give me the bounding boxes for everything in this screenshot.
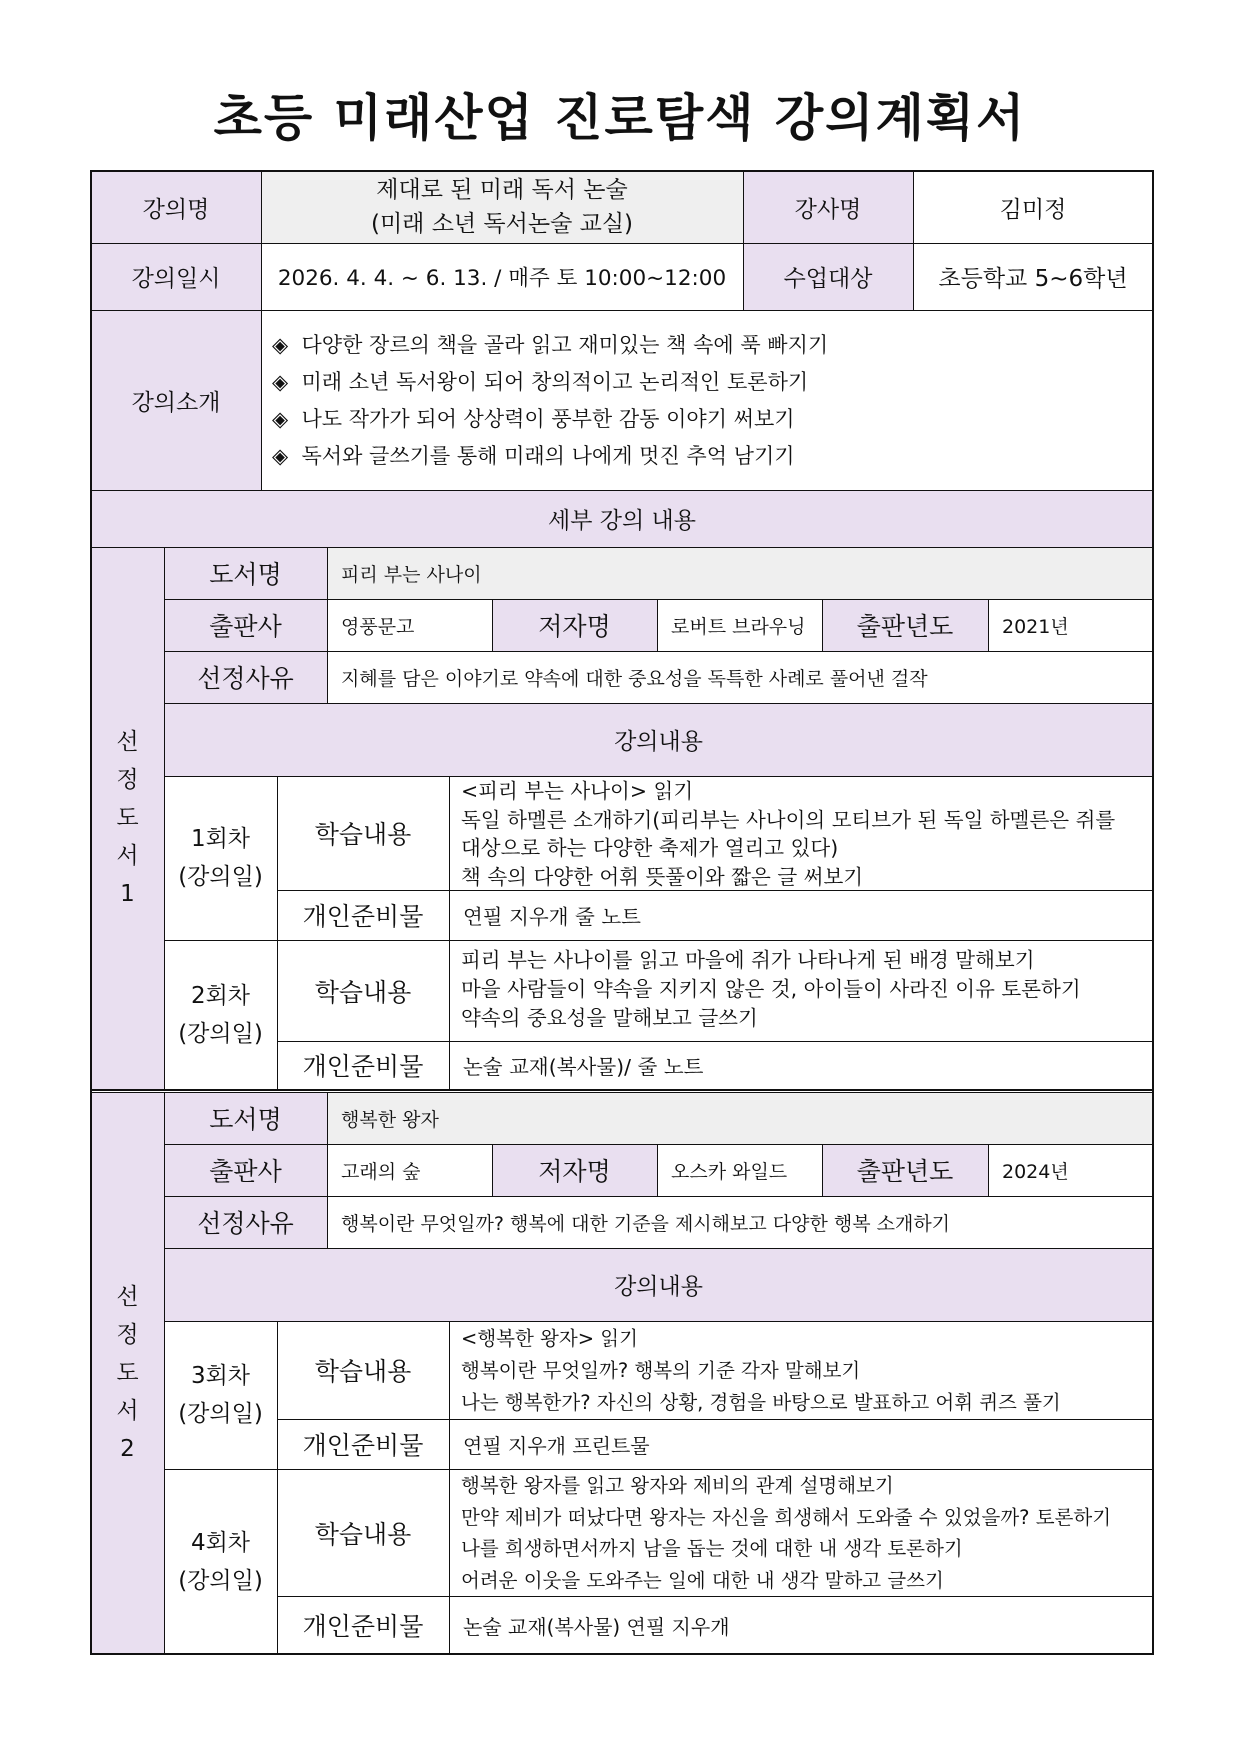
book2-author-value: 오스카 와일드 [671, 1160, 788, 1183]
date-label: 강의일시 [131, 266, 221, 292]
book1-year-value: 2021년 [1002, 615, 1069, 638]
session1-name: 1회차 (강의일) [178, 826, 263, 890]
target-label: 수업대상 [783, 266, 873, 292]
book1-publisher-value: 영풍문고 [341, 615, 415, 638]
session3-learning-label: 학습내용 [314, 1357, 412, 1386]
session2-materials-label: 개인준비물 [302, 1052, 424, 1081]
intro-item: ◈ 미래 소년 독서왕이 되어 창의적이고 논리적인 토론하기 [272, 370, 809, 394]
session3-name: 3회차 (강의일) [178, 1363, 263, 1427]
course-name-label: 강의명 [142, 196, 210, 223]
book1-author-value: 로버트 브라우닝 [671, 615, 806, 638]
bullet-icon: ◈ [272, 444, 289, 468]
book1-reason-value: 지혜를 담은 이야기로 약속에 대한 중요성을 독특한 사례로 풀어낸 걸작 [341, 667, 928, 690]
book2-publisher-label: 출판사 [209, 1157, 282, 1186]
session4-learning-label: 학습내용 [314, 1519, 412, 1549]
course-name-value [261, 171, 743, 243]
book1-title-label: 도서명 [209, 560, 282, 589]
session2-name: 2회차 (강의일) [178, 982, 263, 1047]
session4-materials-label: 개인준비물 [302, 1612, 424, 1641]
session1-content: <피리 부는 사나이> 읽기 독일 하멜른 소개하기(피리부는 사나이의 모티브가 된 독일 하멜른은 쥐를 대상으로 하는 다양한 축제가 열리고 있다) 책 속의 다양한 어휘 뜻풀이와 짧은 글 써보기 [461, 779, 1116, 889]
book1-side-label: 선 정 도 서 1 [116, 729, 139, 907]
book2-author-label: 저자명 [538, 1157, 611, 1186]
book1-publisher-label: 출판사 [209, 612, 282, 641]
session3-materials-label: 개인준비물 [302, 1431, 424, 1460]
book1-author-label: 저자명 [538, 612, 611, 641]
book2-title-label: 도서명 [209, 1105, 282, 1134]
book2-reason-label: 선정사유 [197, 1209, 294, 1238]
session4-materials-value: 논술 교재(복사물) 연필 지우개 [463, 1614, 730, 1639]
session1-materials-label: 개인준비물 [302, 902, 424, 931]
book2-reason-value: 행복이란 무엇일까? 행복에 대한 기준을 제시해보고 다양한 행복 소개하기 [341, 1212, 951, 1235]
session2-learning-label: 학습내용 [314, 977, 412, 1007]
book2-side-label: 선 정 도 서 2 [116, 1284, 139, 1462]
session1-learning-label: 학습내용 [314, 820, 412, 849]
book2-title-value: 행복한 왕자 [341, 1108, 439, 1131]
bullet-icon: ◈ [272, 333, 289, 357]
intro-list [272, 327, 1142, 475]
intro-item: ◈ 독서와 글쓰기를 통해 미래의 나에게 멋진 추억 남기기 [272, 444, 795, 468]
session4-content: 행복한 왕자를 읽고 왕자와 제비의 관계 설명해보기 만약 제비가 떠났다면 왕자는 자신을 희생해서 도와줄 수 있었을까? 토론하기 나를 희생하면서까지 남을 돕는 것에 대한 내 생각 토론하기 어려운 이웃을 도와주는 일에 대한 내 생각 말하고 글쓰기 [461, 1474, 1112, 1592]
book1-reason-label: 선정사유 [197, 664, 294, 693]
document-title: 초등 미래산업 진로탐색 강의계획서 [213, 89, 1027, 147]
course-name-line1: 제대로 된 미래 독서 논술 [376, 177, 628, 203]
bullet-icon: ◈ [272, 370, 289, 394]
instructor-label: 강사명 [794, 196, 862, 223]
book2-publisher-value: 고래의 숲 [341, 1160, 421, 1183]
instructor-value: 김미정 [999, 196, 1067, 223]
intro-item: ◈ 다양한 장르의 책을 골라 읽고 재미있는 책 속에 푹 빠지기 [272, 333, 829, 357]
intro-item: ◈ 나도 작가가 되어 상상력이 풍부한 감동 이야기 써보기 [272, 407, 795, 431]
date-value: 2026. 4. 4. ~ 6. 13. / 매주 토 10:00~12:00 [277, 266, 727, 291]
session2-materials-value: 논술 교재(복사물)/ 줄 노트 [463, 1055, 704, 1079]
book2-content-header: 강의내용 [614, 1274, 703, 1300]
detail-header: 세부 강의 내용 [548, 508, 696, 534]
bullet-icon: ◈ [272, 407, 289, 431]
session1-materials-value: 연필 지우개 줄 노트 [463, 905, 641, 929]
session3-materials-value: 연필 지우개 프린트물 [463, 1433, 650, 1458]
intro-label: 강의소개 [131, 389, 221, 416]
session2-content: 피리 부는 사나이를 읽고 마을에 쥐가 나타나게 된 배경 말해보기 마을 사람들이 약속을 지키지 않은 것, 아이들이 사라진 이유 토론하기 약속의 중요성을 말해보고 글쓰기 [461, 948, 1081, 1030]
course-name-line2: (미래 소년 독서논술 교실) [370, 211, 634, 237]
book1-year-label: 출판년도 [856, 612, 954, 641]
book1-title-value: 피리 부는 사나이 [341, 563, 482, 586]
session3-content: <행복한 왕자> 읽기 행복이란 무엇일까? 행복의 기준 각자 말해보기 나는 행복한가? 자신의 상황, 경험을 바탕으로 발표하고 어휘 퀴즈 풀기 [461, 1327, 1061, 1414]
book2-year-value: 2024년 [1002, 1160, 1069, 1183]
session4-name: 4회차 (강의일) [178, 1529, 263, 1594]
book2-year-label: 출판년도 [856, 1157, 954, 1186]
book1-content-header: 강의내용 [614, 729, 703, 755]
target-value: 초등학교 5~6학년 [938, 266, 1128, 292]
